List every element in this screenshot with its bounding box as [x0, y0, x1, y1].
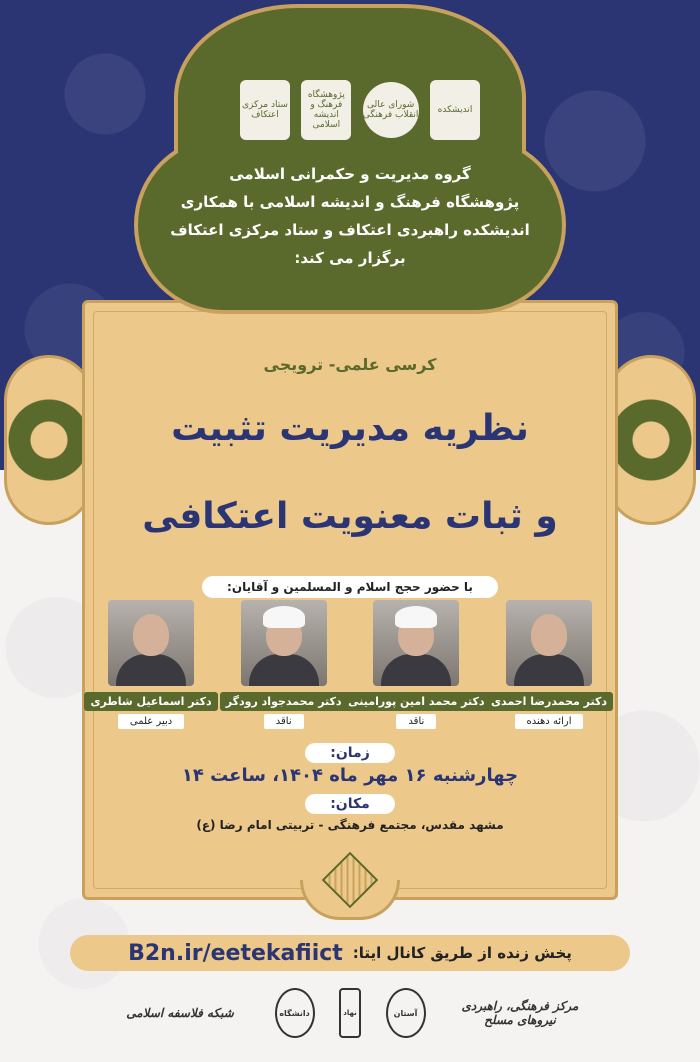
organizer-line-2: پژوهشگاه فرهنگ و اندیشه اسلامی با همکاری — [180, 193, 520, 211]
right-ornament — [606, 355, 696, 525]
organizer-line-1: گروه مدیریت و حکمرانی اسلامی — [229, 165, 471, 183]
speaker-card — [223, 600, 345, 729]
footer-logos — [110, 978, 590, 1048]
event-title-line-2: و ثبات معنویت اعتکافی — [142, 496, 558, 537]
speaker-photo — [108, 600, 194, 686]
event-subtitle: کرسی علمی- ترویجی — [263, 355, 437, 374]
speaker-name: دکتر محمد امین پورامینی — [342, 692, 490, 711]
logo-itikaf: ستاد مرکزی اعتکاف — [240, 80, 290, 140]
event-title-line-1: نظریه مدیریت تثبیت — [171, 408, 529, 449]
presence-label: با حضور حجج اسلام و المسلمین و آقایان: — [202, 576, 498, 598]
speaker-photo — [373, 600, 459, 686]
speaker-role: ناقد — [264, 714, 304, 729]
speaker-name: دکتر محمدجواد رودگر — [220, 692, 348, 711]
time-value: چهارشنبه ۱۶ مهر ماه ۱۴۰۴، ساعت ۱۴ — [181, 765, 519, 786]
broadcast-label: پخش زنده از طریق کانال ایتا: — [352, 944, 572, 962]
speaker-card — [90, 600, 212, 729]
broadcast-link[interactable]: B2n.ir/eetekafiict — [128, 940, 343, 966]
logo-council: شورای عالی انقلاب فرهنگی — [363, 82, 419, 138]
organizer-line-3: اندیشکده راهبردی اعتکاف و ستاد مرکزی اعتکاف — [170, 221, 530, 239]
footer-logo-university: دانشگاه — [275, 988, 315, 1038]
broadcast-bar — [70, 935, 630, 971]
speaker-card — [348, 600, 485, 729]
speaker-card — [488, 600, 610, 729]
organizer-text — [150, 160, 550, 272]
time-label: زمان: — [305, 743, 395, 763]
speaker-name: دکتر اسماعیل شاطری — [84, 692, 217, 711]
footer-logo-cultural-center: مرکز فرهنگی، راهبردی نیروهای مسلح — [461, 999, 579, 1027]
logo-institute: پژوهشگاه فرهنگ و اندیشه اسلامی — [301, 80, 351, 140]
left-ornament — [4, 355, 94, 525]
footer-logo-network: شبکه فلاسفه اسلامی — [126, 1006, 234, 1020]
speaker-name: دکتر محمدرضا احمدی — [485, 692, 613, 711]
place-value: مشهد مقدس، مجتمع فرهنگی - تربیتی امام رضا (ع) — [196, 818, 504, 832]
footer-logo-nahad: نهاد — [339, 988, 361, 1038]
speaker-role: ناقد — [396, 714, 436, 729]
header-logos — [240, 75, 480, 145]
footer-logo-astan: آستان — [386, 988, 426, 1038]
logo-thinktank: اندیشکده — [430, 80, 480, 140]
speaker-role: دبیر علمی — [118, 714, 184, 729]
speaker-photo — [506, 600, 592, 686]
organizer-line-4: برگزار می کند: — [294, 249, 406, 267]
speaker-role: ارائه دهنده — [515, 714, 584, 729]
place-label: مکان: — [305, 794, 395, 814]
speakers-row — [90, 600, 610, 729]
speaker-photo — [241, 600, 327, 686]
